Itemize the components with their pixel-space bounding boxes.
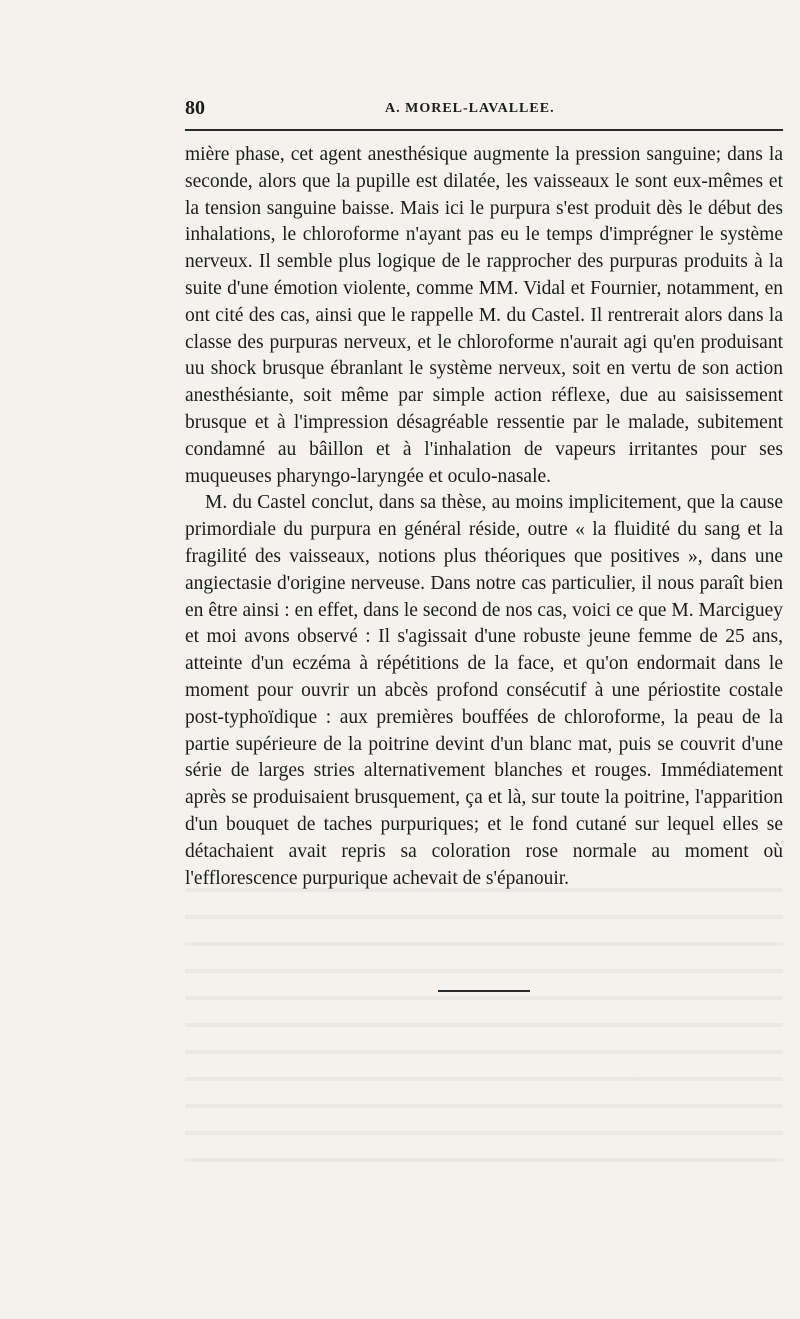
- header-rule: [185, 129, 783, 131]
- page-header: [185, 97, 783, 123]
- end-rule: [438, 990, 530, 992]
- running-head: A. MOREL-LAVALLEE.: [385, 101, 555, 116]
- page-number: 80: [185, 97, 205, 119]
- paragraph-2: M. du Castel conclut, dans sa thèse, au moins implicitement, que la cause primordiale du purpura en général réside, outre « la fluidité du sang et la fragilité des vaisseaux, notions plus théoriques que positives », dans une angiectasie d'origine nerveuse. Dans notre cas particulier, il nous paraît bien en être ainsi : en effet, dans le second de nos cas, voici ce que M. Marciguey et moi avons observé : Il s'agissait d'une robuste jeune femme de 25 ans, atteinte d'un eczéma à répétitions de la face, et qu'on endormait dans le moment pour ouvrir un abcès profond consécutif à une périostite costale post-typhoïdique : aux premières bouffées de chloroforme, la peau de la partie supérieure de la poitrine devint d'un blanc mat, puis se couvrit d'une série de larges stries alternativement blanches et rouges. Immédiatement après se produisaient brusquement, ça et là, sur toute la poitrine, l'apparition d'un bouquet de taches purpuriques; et le fond cutané sur lequel elles se détachaient avait repris sa coloration rose normale au moment où l'efflorescence purpurique achevait de s'épanouir.: [185, 492, 783, 889]
- bleed-through: [185, 870, 783, 1170]
- paragraph-1: mière phase, cet agent anesthésique augmente la pression sanguine; dans la seconde, alors que la pupille est dilatée, les vaisseaux le sont eux-mêmes et la tension sanguine baisse. Mais ici le purpura s'est produit dès le début des inhalations, le chloroforme n'ayant pas eu le temps d'imprégner le système nerveux. Il semble plus logique de le rapprocher des purpuras produits à la suite d'une émotion violente, comme MM. Vidal et Fournier, notamment, en ont cité des cas, ainsi que le rappelle M. du Castel. Il rentrerait alors dans la classe des purpuras nerveux, et le chloroforme n'aurait agi qu'en produisant uu shock brusque ébranlant le système nerveux, soit en vertu de son action anesthésiante, soit même par simple action réflexe, due au saisissement brusque et à l'impression désagréable ressentie par le malade, subitement condamné au bâillon et à l'inhalation de vapeurs irritantes pour ses muqueuses pharyngo-laryngée et oculo-nasale.: [185, 144, 783, 487]
- body-text: [185, 142, 783, 892]
